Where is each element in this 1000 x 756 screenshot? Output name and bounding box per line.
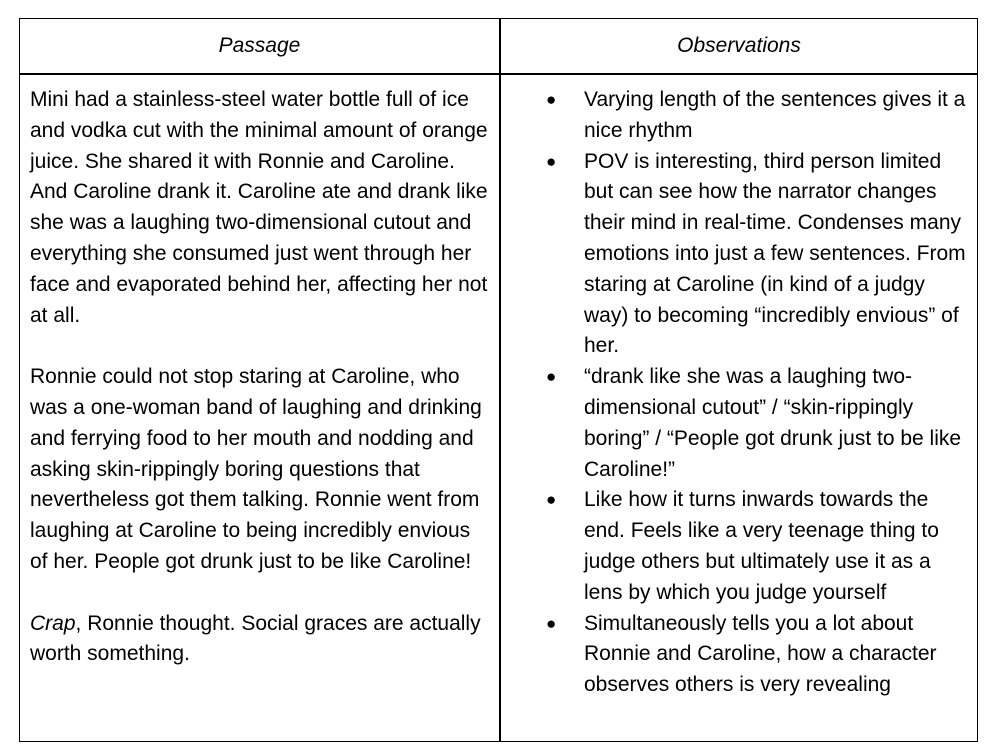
observation-text: Like how it turns inwards towards the end. Feels like a very teenage thing to judge others but ultimately use it as a lens by which you judge yourself	[584, 488, 939, 604]
observation-text: “drank like she was a laughing two-dimensional cutout” / “skin-rippingly boring” / “People got drunk just to be like Caroline!”	[584, 365, 962, 481]
observation-text: Simultaneously tells you a lot about Ronnie and Caroline, how a character observes others is very revealing	[584, 611, 937, 697]
bullet-icon: ●	[546, 367, 557, 387]
observation-item	[540, 609, 972, 701]
observation-text: POV is interesting, third person limited but can see how the narrator changes their mind in real-time. Condenses many emotions into just a few sentences. From staring at Caroline (in kind of a judgy way) to becoming “incredibly envious” of her.	[584, 149, 966, 358]
bullet-icon: ●	[546, 613, 557, 633]
bullet-icon: ●	[546, 151, 557, 171]
observation-item	[540, 85, 972, 147]
observation-item	[540, 485, 972, 608]
observations-list	[540, 85, 972, 701]
observation-item	[540, 362, 972, 485]
header-divider	[20, 73, 977, 75]
document-table	[19, 18, 978, 742]
observation-item	[540, 147, 972, 363]
column-divider	[499, 19, 501, 741]
bullet-icon: ●	[546, 490, 557, 510]
passage-paragraph-2: Ronnie could not stop staring at Caroline, who was a one-woman band of laughing and drinking and ferrying food to her mouth and nodding and asking skin-rippingly boring questions that nevertheless got them talking. Ronnie went from laughing at Caroline to being incredibly envious of her. People got drunk just to be like Caroline!	[30, 365, 482, 573]
observations-cell	[540, 85, 972, 701]
header-observations: Observations	[677, 34, 801, 57]
observation-text: Varying length of the sentences gives it a nice rhythm	[584, 88, 966, 142]
passage-paragraph-3-text: , Ronnie thought. Social graces are actually worth something.	[30, 611, 481, 666]
bullet-icon: ●	[546, 90, 557, 109]
passage-cell	[30, 85, 492, 670]
passage-paragraph-1: Mini had a stainless-steel water bottle full of ice and vodka cut with the minimal amount of orange juice. She shared it with Ronnie and Caroline. And Caroline drank it. Caroline ate and drank like she was a laughing two-dimensional cutout and everything she consumed just went through her face and evaporated behind her, affecting her not at all.	[30, 88, 488, 327]
header-passage: Passage	[218, 34, 301, 57]
passage-paragraph-3	[30, 609, 492, 671]
passage-italic-word: Crap	[30, 611, 76, 635]
